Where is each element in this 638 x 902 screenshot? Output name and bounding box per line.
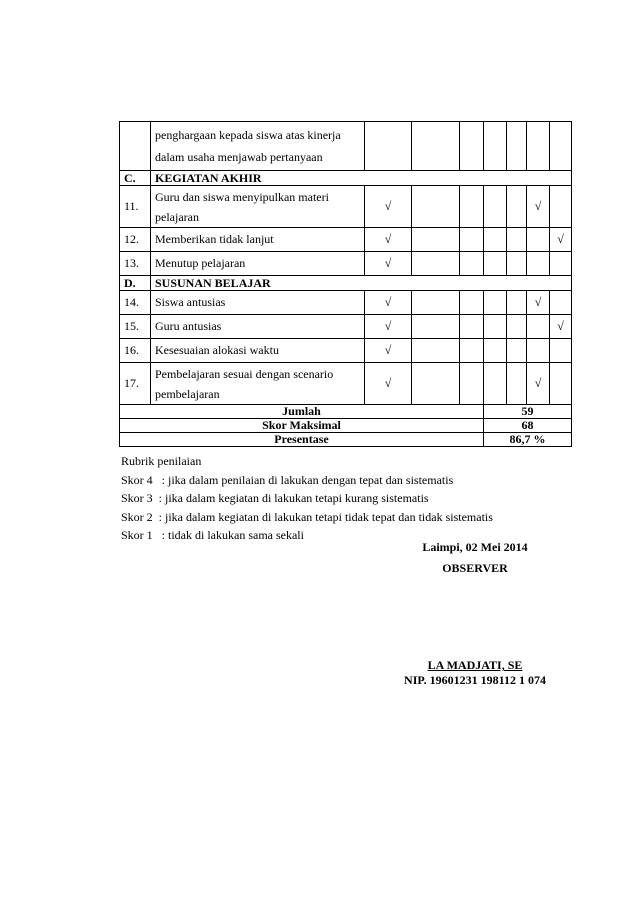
row-number: 17. — [120, 363, 151, 405]
table-row — [120, 363, 572, 405]
table-row — [120, 228, 572, 252]
check-mark — [550, 122, 572, 171]
check-mark — [412, 122, 460, 171]
summary-label: Skor Maksimal — [120, 419, 484, 433]
check-mark: √ — [527, 291, 550, 315]
check-mark — [484, 339, 507, 363]
check-mark — [550, 339, 572, 363]
check-mark — [460, 363, 484, 405]
section-title: KEGIATAN AKHIR — [151, 171, 572, 186]
check-mark — [550, 363, 572, 405]
observation-table — [119, 121, 572, 447]
check-mark — [484, 363, 507, 405]
check-mark — [412, 228, 460, 252]
check-mark — [412, 363, 460, 405]
check-mark: √ — [527, 186, 550, 228]
check-mark — [484, 228, 507, 252]
signatory-nip: NIP. 19601231 198112 1 074 — [404, 673, 546, 687]
check-mark — [550, 252, 572, 276]
rubric — [121, 452, 493, 545]
section-row — [120, 171, 572, 186]
activity-line: penghargaan kepada siswa atas kinerja — [155, 128, 341, 142]
check-mark — [484, 252, 507, 276]
check-mark: √ — [365, 252, 412, 276]
activity-description: Kesesuaian alokasi waktu — [151, 339, 365, 363]
check-mark — [412, 291, 460, 315]
check-mark: √ — [550, 228, 572, 252]
check-mark — [484, 122, 507, 171]
activity-description — [151, 122, 365, 171]
check-mark — [527, 315, 550, 339]
check-mark — [527, 339, 550, 363]
activity-description: Memberikan tidak lanjut — [151, 228, 365, 252]
summary-row — [120, 405, 572, 419]
check-mark — [460, 291, 484, 315]
summary-label: Presentase — [120, 433, 484, 447]
activity-description: Guru antusias — [151, 315, 365, 339]
check-mark — [507, 228, 527, 252]
check-mark — [460, 252, 484, 276]
check-mark: √ — [365, 186, 412, 228]
place-date: Laimpi, 02 Mei 2014 — [422, 540, 528, 554]
rubric-item: Skor 4 : jika dalam penilaian di lakukan dengan tepat dan sistematis — [121, 472, 454, 487]
check-mark — [460, 339, 484, 363]
check-mark — [507, 122, 527, 171]
check-mark — [412, 315, 460, 339]
summary-value: 68 — [484, 419, 572, 433]
activity-line: Guru dan siswa menyipulkan materi — [155, 189, 329, 204]
check-mark — [412, 186, 460, 228]
table-row — [120, 122, 572, 171]
summary-value: 86,7 % — [484, 433, 572, 447]
check-mark — [484, 291, 507, 315]
section-title: SUSUNAN BELAJAR — [151, 276, 572, 291]
activity-line: pelajaran — [155, 209, 199, 224]
table-row — [120, 186, 572, 228]
summary-value: 59 — [484, 405, 572, 419]
section-row — [120, 276, 572, 291]
check-mark — [550, 291, 572, 315]
summary-label: Jumlah — [120, 405, 484, 419]
check-mark — [507, 186, 527, 228]
sign-header — [380, 540, 570, 576]
observer-role: OBSERVER — [442, 561, 508, 575]
rubric-item: Skor 1 : tidak di lakukan sama sekali — [121, 528, 304, 542]
activity-description — [151, 186, 365, 228]
activity-description — [151, 363, 365, 405]
check-mark — [527, 122, 550, 171]
check-mark — [507, 291, 527, 315]
check-mark: √ — [365, 339, 412, 363]
check-mark — [412, 339, 460, 363]
row-number: D. — [120, 276, 151, 291]
rubric-item: Skor 3 : jika dalam kegiatan di lakukan tetapi kurang sistematis — [121, 491, 429, 505]
table-row — [120, 315, 572, 339]
summary-row — [120, 433, 572, 447]
check-mark — [460, 228, 484, 252]
check-mark — [507, 339, 527, 363]
rubric-item: Skor 2 : jika dalam kegiatan di lakukan tetapi tidak tepat dan tidak sistematis — [121, 509, 493, 524]
row-number: C. — [120, 171, 151, 186]
check-mark: √ — [365, 315, 412, 339]
check-mark — [460, 186, 484, 228]
summary-row — [120, 419, 572, 433]
check-mark — [460, 122, 484, 171]
check-mark — [550, 186, 572, 228]
row-number: 13. — [120, 252, 151, 276]
check-mark — [365, 122, 412, 171]
check-mark — [507, 252, 527, 276]
activity-line: pembelajaran — [155, 386, 220, 401]
rubric-title: Rubrik penilaian — [121, 454, 202, 468]
activity-description: Siswa antusias — [151, 291, 365, 315]
check-mark — [484, 186, 507, 228]
row-number: 14. — [120, 291, 151, 315]
check-mark: √ — [365, 291, 412, 315]
activity-description: Menutup pelajaran — [151, 252, 365, 276]
table-row — [120, 291, 572, 315]
activity-line: Pembelajaran sesuai dengan scenario — [155, 366, 334, 381]
check-mark: √ — [527, 363, 550, 405]
table-row — [120, 252, 572, 276]
check-mark — [527, 228, 550, 252]
row-number — [120, 122, 151, 171]
row-number: 15. — [120, 315, 151, 339]
check-mark — [527, 252, 550, 276]
table-row — [120, 339, 572, 363]
check-mark — [507, 315, 527, 339]
signatory-name: LA MADJATI, SE — [427, 658, 523, 672]
activity-line: dalam usaha menjawab pertanyaan — [155, 150, 323, 164]
row-number: 11. — [120, 186, 151, 228]
row-number: 12. — [120, 228, 151, 252]
check-mark — [412, 252, 460, 276]
check-mark — [460, 315, 484, 339]
check-mark: √ — [550, 315, 572, 339]
check-mark — [484, 315, 507, 339]
signature-block — [380, 658, 570, 688]
check-mark — [507, 363, 527, 405]
check-mark: √ — [365, 228, 412, 252]
row-number: 16. — [120, 339, 151, 363]
check-mark: √ — [365, 363, 412, 405]
